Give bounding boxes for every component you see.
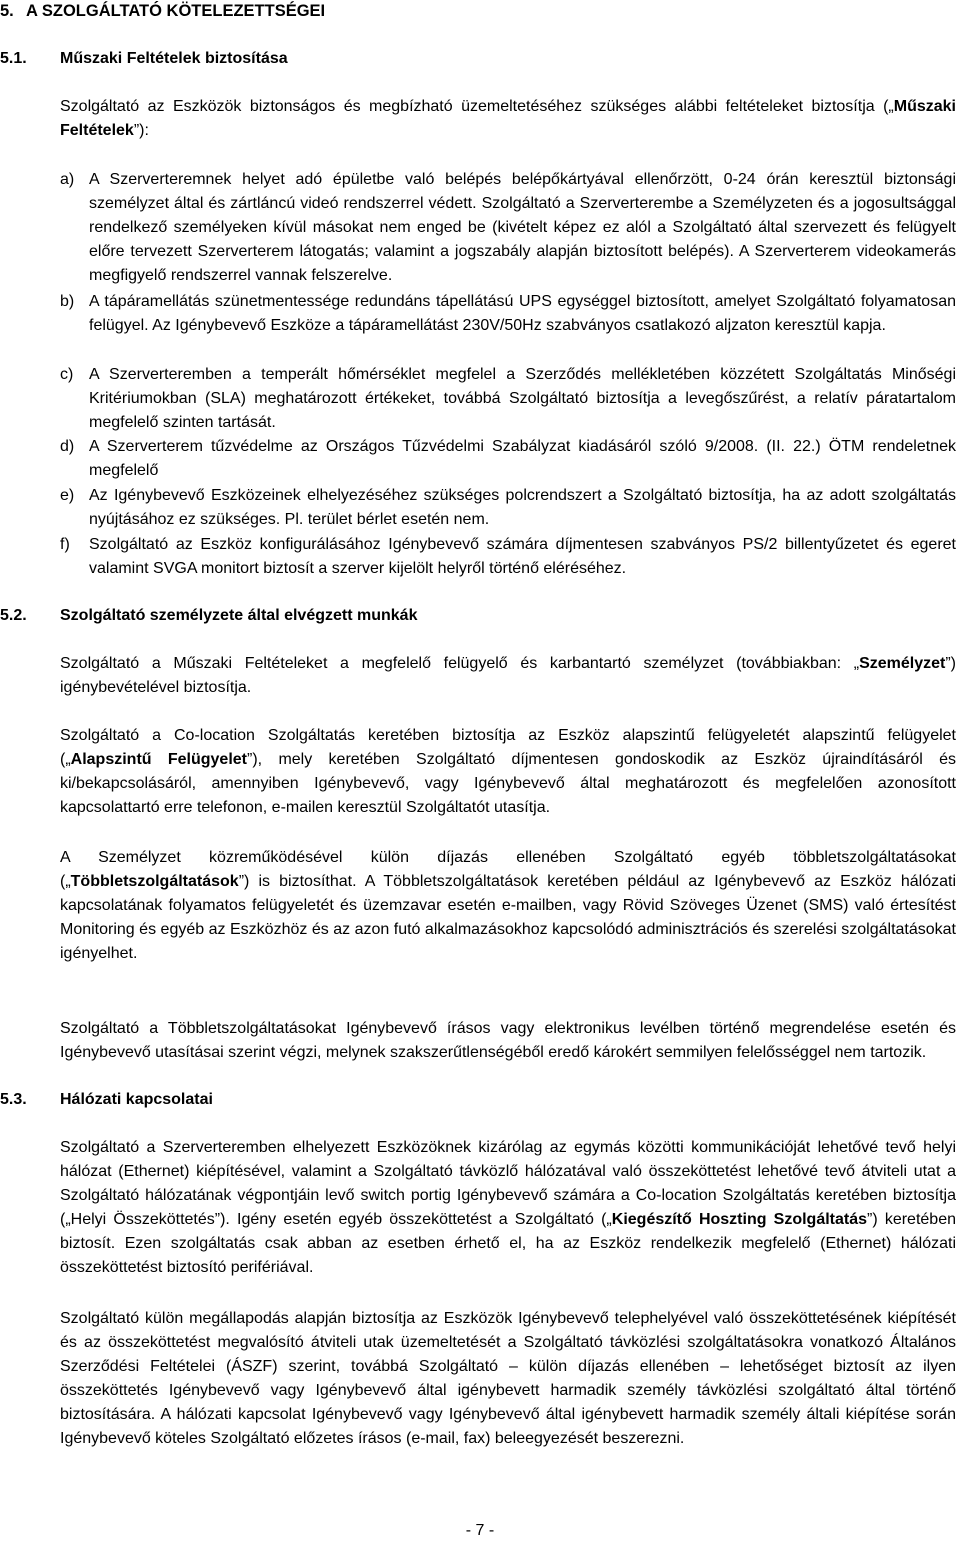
text-run: Szolgáltató a Co-location Szolgáltatás keretében biztosítja az Eszköz alapszintű felügyeletét alapszintű felügyelet („ — [60, 727, 956, 768]
paragraph — [60, 652, 956, 700]
chapter-heading — [0, 2, 325, 21]
defined-term: Személyzet — [859, 655, 946, 672]
section-heading-5-1 — [0, 50, 288, 68]
paragraph — [60, 724, 956, 820]
text-run: ”), mely keretében Szolgáltató díjmentesen gondoskodik az Eszköz újraindításáról és ki/bekapcsolásáról, amennyiben Igénybevevő, vagy Igénybevevő által meghatározott és megfelelően azonosított kapcsolattartó erre telefonon, e-mailen keresztül Szolgáltatót utasítja. — [60, 751, 957, 816]
list-marker: e) — [60, 487, 75, 504]
defined-term: Alapszintű Felügyelet — [70, 751, 248, 768]
paragraph — [60, 846, 956, 966]
list-item-text: Az Igénybevevő Eszközeinek elhelyezéséhez szükséges polcrendszert a Szolgáltató biztosítja, ha az adott szolgáltatás nyújtásához ez szükséges. Pl. terület bérlet esetén nem. — [89, 487, 956, 528]
list-marker: b) — [60, 293, 75, 310]
chapter-number: 5. — [0, 2, 14, 20]
text-run: Szolgáltató a Szerverteremben elhelyezett Eszközöknek kizárólag az egymás közötti kommunikációját lehetővé tevő helyi hálózat (Ethernet) kiépítésével, valamint a Szolgáltató távközlő hálózatával való összeköttetést lehetővé tevő átviteli utat a Szolgáltató hálózatának végpontjáin levő switch portig Igénybevevő számára a Co-location Szolgáltatás keretében biztosítja („Helyi Összeköttetés”). Igény esetén egyéb összeköttetést a Szolgáltató („ — [60, 1139, 956, 1228]
list-item — [60, 363, 956, 435]
paragraph: Szolgáltató külön megállapodás alapján biztosítja az Eszközök Igénybevevő telephelyével való összeköttetésének kiépítését és az összeköttetést megvalósító átviteli utak üzemeltetését a Szolgáltató távközlési szolgáltatásokra vonatkozó Általános Szerződési Feltételei (ÁSZF) szerint, továbbá Szolgáltató – külön díjazás ellenében – lehetőséget biztosít az ilyen összeköttetés Igénybevevő vagy Igénybevevő által igénybevett harmadik személy távközlési szolgáltató által történő biztosítására. A hálózati kapcsolat Igénybevevő vagy Igénybevevő által igénybevett harmadik személy általi kiépítése során Igénybevevő köteles Szolgáltató előzetes írásos (e-mail, fax) beleegyezését beszerezni. — [60, 1310, 956, 1447]
list-item-text: A Szerverteremben a temperált hőmérséklet megfelel a Szerződés mellékletében közzétett Szolgáltatás Minőségi Kritériumokban (SLA) meghatározott értékeket, továbbá Szolgáltató biztosítja a levegőszűrést, a relatív páratartalom megfelelő szinten tartását. — [89, 366, 956, 431]
text-run: ”) is biztosíthat. A Többletszolgáltatások keretében például az Igénybevevő az Eszköz hálózati kapcsolatának folyamatos felügyeletét és üzemzavar esetén e-mailben, vagy Rövid Szöveges Üzenet (SMS) való értesítést Monitoring és egyéb az Eszközhöz és az azon futó alkalmazásokhoz kapcsolódó adminisztrációs és szerelési szolgáltatásokat igényelhet. — [60, 873, 956, 962]
section-title: Szolgáltató személyzete által elvégzett munkák — [60, 607, 418, 624]
section-title: Műszaki Feltételek biztosítása — [60, 50, 288, 67]
paragraph — [60, 1136, 956, 1280]
text-run: Szolgáltató a Műszaki Feltételeket a megfelelő felügyelő és karbantartó személyzet (továbbiakban: „ — [60, 655, 860, 672]
text-run: ”) igénybevételével biztosítja. — [60, 655, 956, 696]
text-run: A Személyzet közreműködésével külön díjazás ellenében Szolgáltató egyéb többletszolgáltatásokat („ — [60, 849, 956, 890]
paragraph-intro — [60, 95, 956, 143]
list-marker: d) — [60, 438, 75, 455]
list-marker: c) — [60, 366, 74, 383]
defined-term: Műszaki Feltételek — [60, 98, 956, 139]
list-item — [60, 290, 956, 338]
text-run: ”): — [133, 122, 149, 139]
section-heading-5-3 — [0, 1091, 213, 1109]
list-marker: a) — [60, 171, 75, 188]
list-item-text: A Szerverteremnek helyet adó épületbe való belépés belépőkártyával ellenőrzött, 0-24 órán keresztül biztonsági személyzet által és zártláncú videó rendszerrel védett. Szolgáltató a Szerverterembe a Személyzeten és a jogosultsággal rendelkező személyeken kívül másokat nem enged be (kivételt képez ez alól a Szolgáltató által szervezett és felügyelt előre tervezett Szerverterem látogatás; valamint a jogszabály alapján biztosított belépés). A Szerverterem videokamerás megfigyelő rendszerrel vannak felszerelve. — [89, 171, 956, 284]
text-run: ”) keretében biztosít. Ezen szolgáltatás csak abban az esetben érhető el, ha az Eszköz rendelkezik megfelelő (Ethernet) hálózati összeköttetést biztosító perifériával. — [60, 1211, 956, 1276]
section-number: 5.2. — [0, 607, 27, 624]
section-number: 5.3. — [0, 1091, 27, 1108]
page-number: - 7 - — [465, 1522, 495, 1539]
chapter-title: A SZOLGÁLTATÓ KÖTELEZETTSÉGEI — [26, 2, 326, 20]
list-item-text: Szolgáltató az Eszköz konfigurálásához Igénybevevő számára díjmentesen szabványos PS/2 billentyűzetet és egeret valamint SVGA monitort biztosít a szerver kijelölt helyről történő eléréséhez. — [89, 536, 956, 577]
list-item-text: A Szerverterem tűzvédelme az Országos Tűzvédelmi Szabályzat kiadásáról szóló 9/2008. (II. 22.) ÖTM rendeletnek megfelelő — [89, 438, 956, 479]
defined-term: Kiegészítő Hoszting Szolgáltatás — [611, 1211, 868, 1228]
paragraph: Szolgáltató a Többletszolgáltatásokat Igénybevevő írásos vagy elektronikus levélben történő megrendelése esetén és Igénybevevő utasításai szerint végzi, melynek szakszerűtlenségéből eredő károkért semmilyen felelősséggel nem tartozik. — [60, 1020, 956, 1061]
list-item-text: A tápáramellátás szünetmentessége redundáns tápellátású UPS egységgel biztosított, amelyet Szolgáltató folyamatosan felügyel. Az Igénybevevő Eszköze a tápáramellátást 230V/50Hz szabványos csatlakozó aljzaton keresztül kapja. — [89, 293, 956, 334]
section-title: Hálózati kapcsolatai — [60, 1091, 213, 1108]
section-number: 5.1. — [0, 50, 27, 67]
list-item — [60, 484, 956, 532]
list-item — [60, 168, 956, 288]
list-item — [60, 435, 956, 483]
section-heading-5-2 — [0, 607, 417, 625]
text-run: Szolgáltató az Eszközök biztonságos és megbízható üzemeltetéséhez szükséges alábbi feltételeket biztosítja („ — [60, 98, 894, 115]
defined-term: Többletszolgáltatások — [70, 873, 239, 890]
list-item — [60, 533, 956, 581]
list-marker: f) — [60, 536, 70, 553]
